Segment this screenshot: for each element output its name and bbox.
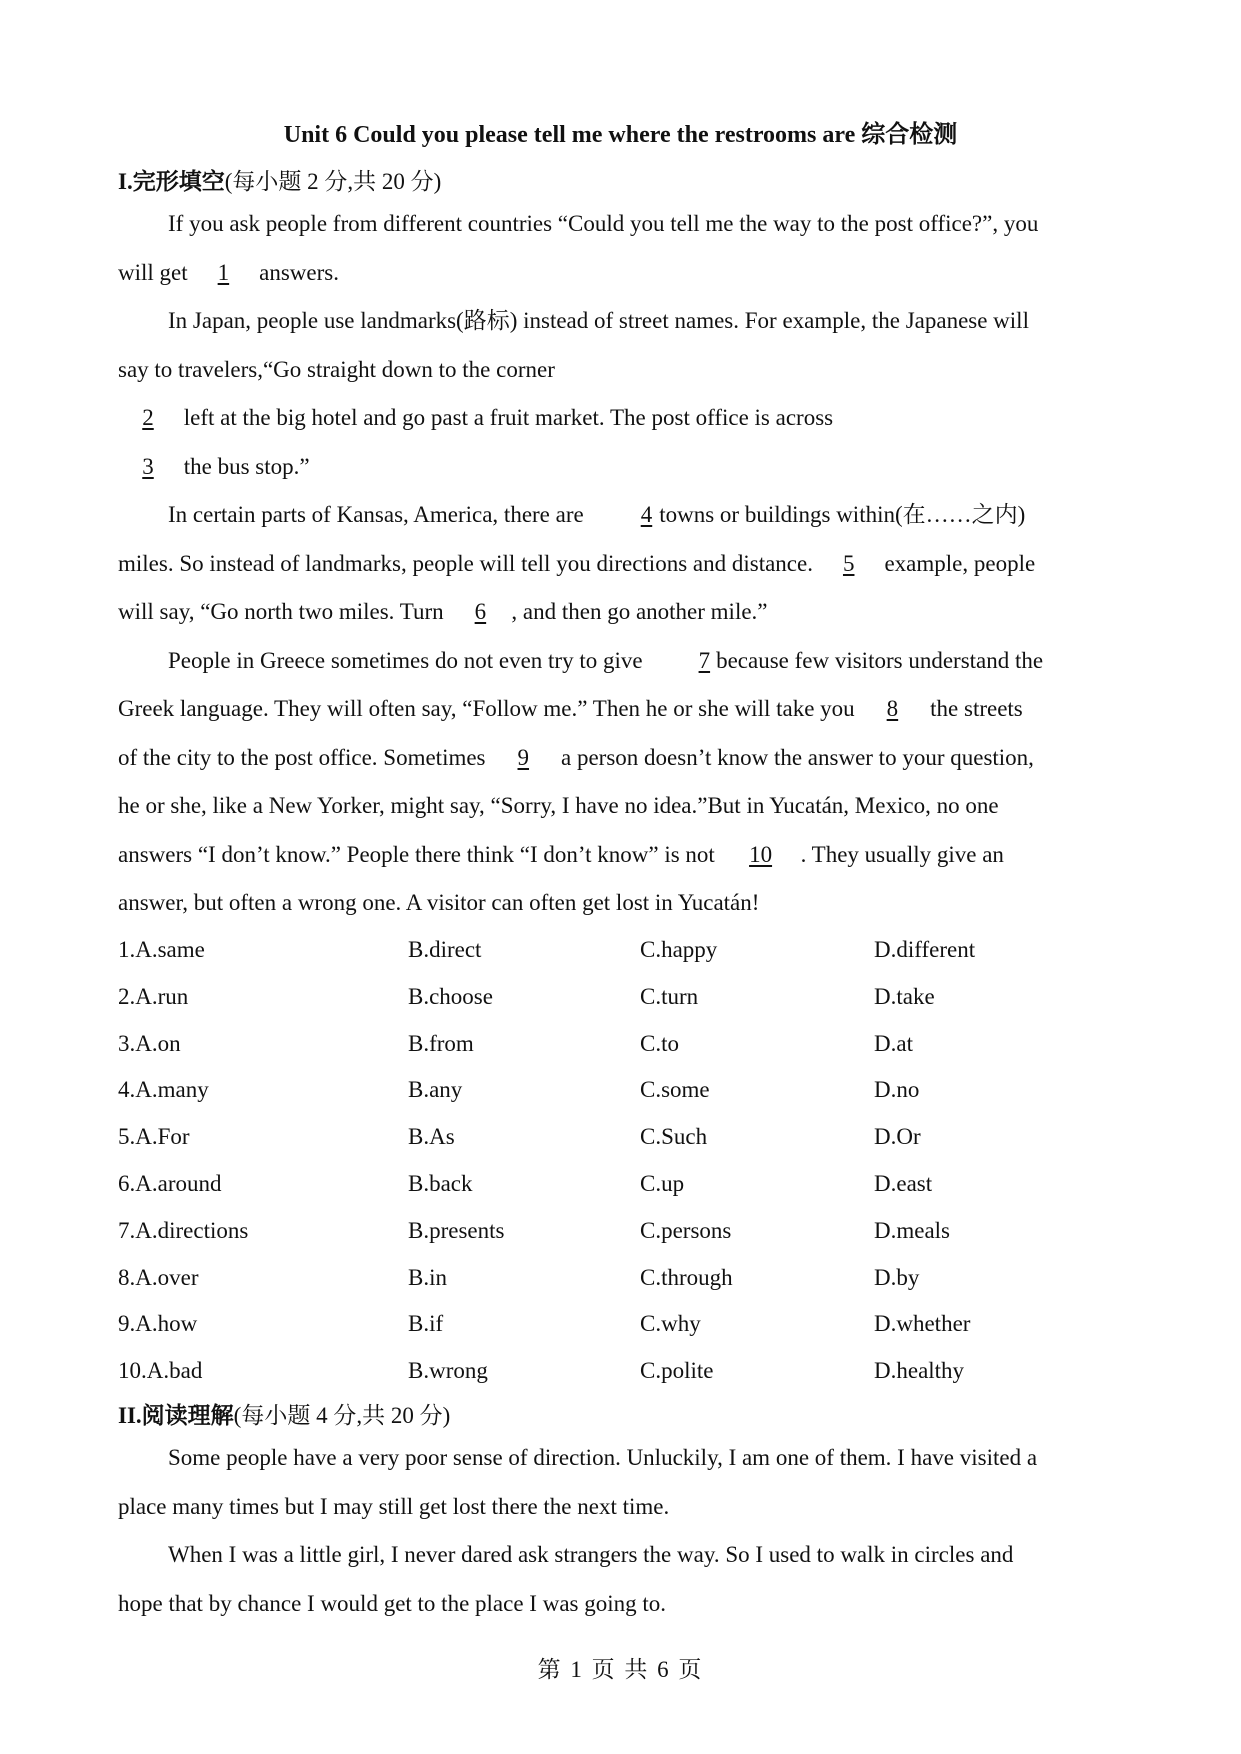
text-run: towns or buildings within(在……之内) — [653, 502, 1026, 527]
option-choice: 9.A.how — [118, 1311, 198, 1337]
option-row — [118, 1122, 1118, 1169]
passage-line — [118, 249, 1118, 298]
text-run: answers. — [253, 259, 339, 285]
option-choice: B.As — [408, 1124, 455, 1150]
blank-8: 8 — [886, 696, 899, 721]
passage-line: Some people have a very poor sense of direction. Unluckily, I am one of them. I have visited a — [168, 1445, 1038, 1470]
option-choice: C.persons — [640, 1217, 732, 1243]
option-choice: B.choose — [408, 983, 493, 1009]
option-choice: B.direct — [408, 937, 482, 962]
option-row — [118, 1075, 1118, 1122]
option-choice: 5.A.For — [118, 1124, 190, 1150]
text-run: People in Greece sometimes do not even try to give — [168, 647, 649, 673]
option-choice: C.turn — [640, 983, 699, 1009]
option-choice: D.different — [874, 937, 976, 962]
option-choice: C.some — [640, 1077, 710, 1103]
text-run: example, people — [878, 550, 1036, 576]
option-choice: 3.A.on — [118, 1030, 181, 1056]
option-choice: 7.A.directions — [118, 1217, 249, 1243]
text-run: of the city to the post office. Sometimes — [118, 744, 492, 770]
passage-line — [118, 394, 1118, 443]
passage-line — [118, 491, 1118, 540]
option-row — [118, 1263, 1118, 1310]
text-run: left at the big hotel and go past a fruit market. The post office is across — [178, 405, 834, 430]
option-choice: B.back — [408, 1170, 473, 1196]
passage-line — [118, 637, 1118, 686]
option-choice: D.at — [874, 1030, 913, 1056]
blank-6: 6 — [474, 599, 487, 624]
option-choice: D.no — [874, 1077, 920, 1103]
option-choice: C.through — [640, 1264, 733, 1290]
passage-line — [118, 588, 1118, 637]
option-choice: C.polite — [640, 1358, 714, 1384]
passage-line: In Japan, people use landmarks(路标) instead of street names. For example, the Japanese will — [168, 308, 1029, 333]
option-row — [118, 1169, 1118, 1216]
option-row — [118, 1216, 1118, 1263]
text-run: because few visitors understand the — [710, 647, 1044, 673]
text-run: answers “I don’t know.” People there think “I don’t know” is not — [118, 841, 721, 867]
option-choice: B.if — [408, 1311, 444, 1337]
option-choice: D.meals — [874, 1217, 951, 1243]
section-note: (每小题 4 分,共 20 分) — [233, 1403, 451, 1428]
option-choice: 2.A.run — [118, 983, 189, 1009]
text-run: . They usually give an — [800, 841, 1004, 867]
blank-3: 3 — [142, 453, 154, 479]
text-run: a person doesn’t know the answer to your question, — [555, 744, 1034, 770]
passage-line: answer, but often a wrong one. A visitor can often get lost in Yucatán! — [118, 890, 760, 915]
option-choice: 8.A.over — [118, 1264, 199, 1290]
blank-9: 9 — [517, 744, 530, 770]
option-choice: B.any — [408, 1077, 463, 1103]
text-run: the bus stop.” — [178, 453, 310, 479]
option-row — [118, 1029, 1118, 1076]
option-row — [118, 935, 1118, 982]
option-choice: B.wrong — [408, 1358, 488, 1384]
blank-4: 4 — [640, 502, 653, 527]
option-choice: 4.A.many — [118, 1077, 209, 1103]
option-choice: D.healthy — [874, 1358, 965, 1384]
passage-line — [118, 443, 1118, 492]
option-choice: C.happy — [640, 937, 718, 962]
cloze-passage — [118, 200, 1118, 928]
text-run: , and then go another mile.” — [511, 599, 768, 624]
option-choice: C.Such — [640, 1124, 708, 1150]
passage-line: say to travelers,“Go straight down to the corner — [118, 356, 555, 382]
option-choice: B.from — [408, 1030, 474, 1056]
text-run: will say, “Go north two miles. Turn — [118, 599, 450, 624]
options-table — [118, 935, 1118, 1403]
passage-line — [118, 685, 1118, 734]
blank-7: 7 — [698, 647, 711, 673]
blank-1: 1 — [217, 259, 230, 285]
blank-5: 5 — [842, 550, 855, 576]
option-choice: 10.A.bad — [118, 1358, 203, 1384]
option-choice: 1.A.same — [118, 937, 205, 962]
text-run: Greek language. They will often say, “Follow me.” Then he or she will take you — [118, 696, 861, 721]
section-heading-cloze — [118, 167, 441, 197]
blank-2: 2 — [142, 405, 154, 430]
option-row — [118, 1309, 1118, 1356]
option-choice: D.by — [874, 1264, 920, 1290]
blank-10: 10 — [749, 841, 773, 867]
section-heading-reading — [118, 1401, 450, 1431]
text-run: In certain parts of Kansas, America, there are — [168, 502, 590, 527]
option-choice: D.whether — [874, 1311, 971, 1337]
page-title: Unit 6 Could you please tell me where the restrooms are 综合检测 — [283, 122, 958, 148]
section-label: II.阅读理解 — [118, 1403, 234, 1428]
passage-line — [118, 831, 1118, 880]
option-row — [118, 982, 1118, 1029]
option-choice: 6.A.around — [118, 1170, 222, 1196]
passage-line — [118, 540, 1118, 589]
option-choice: D.Or — [874, 1124, 921, 1150]
passage-line: When I was a little girl, I never dared ask strangers the way. So I used to walk in circles and — [168, 1542, 1014, 1567]
reading-passage — [118, 1434, 1118, 1628]
section-note: (每小题 2 分,共 20 分) — [224, 169, 442, 194]
passage-line: hope that by chance I would get to the place I was going to. — [118, 1590, 667, 1616]
option-choice: C.up — [640, 1170, 685, 1196]
passage-line: he or she, like a New Yorker, might say, “Sorry, I have no idea.”But in Yucatán, Mexico, no one — [118, 793, 999, 818]
passage-line — [118, 734, 1118, 783]
option-choice: C.to — [640, 1030, 679, 1056]
page-footer: 第 1 页 共 6 页 — [537, 1657, 704, 1682]
option-choice: B.in — [408, 1264, 447, 1290]
text-run: will get — [118, 259, 194, 285]
option-row — [118, 1356, 1118, 1403]
passage-line: If you ask people from different countries “Could you tell me the way to the post office?”, you — [168, 211, 1039, 236]
passage-line: place many times but I may still get lost there the next time. — [118, 1493, 670, 1519]
text-run: miles. So instead of landmarks, people will tell you directions and distance. — [118, 550, 819, 576]
section-label: I.完形填空 — [118, 169, 225, 194]
option-choice: D.take — [874, 983, 935, 1009]
text-run: the streets — [924, 696, 1023, 721]
option-choice: C.why — [640, 1311, 701, 1337]
option-choice: D.east — [874, 1170, 933, 1196]
option-choice: B.presents — [408, 1217, 505, 1243]
